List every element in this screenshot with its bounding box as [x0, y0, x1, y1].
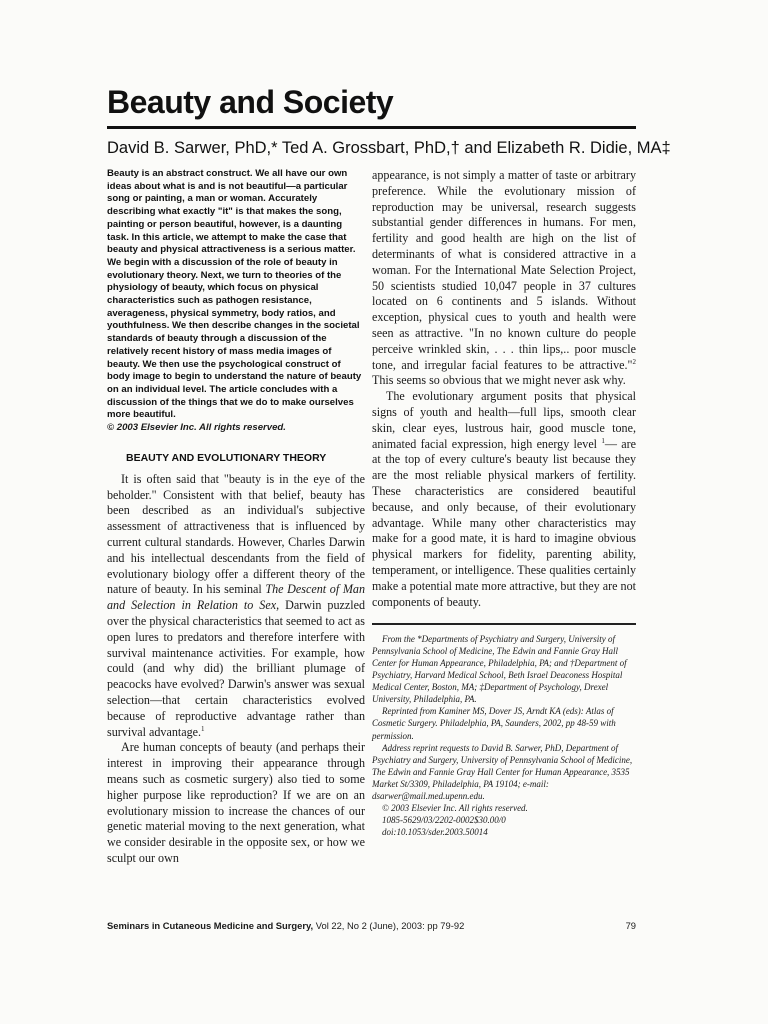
- article-title: Beauty and Society: [107, 84, 394, 120]
- page-footer: [107, 920, 636, 931]
- abstract-copyright: © 2003 Elsevier Inc. All rights reserved.: [107, 422, 286, 434]
- abstract: Beauty is an abstract construct. We all have our own ideas about what is and is not beautiful—a particular song or painting, a man or woman. Accurately describing what exactly "it" is that makes the song, painting or person beautiful, however, is a daunting task. In this article, we attempt to make the case that beauty and physical attractiveness is a serious matter. We begin with a discussion of the role of beauty in evolutionary theory. Next, we turn to theories of the physiology of beauty, which focus on physical characteristics such as pathogen resistance, averageness, physical symmetry, body ratios, and youthfulness. We then describe changes in the societal standards of beauty through a discussion of the relatively recent history of mass media images of beauty. We then use the psychological construct of body image to begin to understand the nature of beauty on an individual level. The article concludes with a discussion of the things that we do to make ourselves more beautiful.: [107, 168, 362, 421]
- body-paragraph: [372, 168, 636, 389]
- footnote-affiliations: From the *Departments of Psychiatry and Surgery, University of Pennsylvania School of Medicine, The Edwin and Fannie Gray Hall Center for Human Appearance, Philadelphia, PA; and †Department of Psychiatry, Harvard Medical School, Beth Israel Deaconess Hospital Medical Center, Boston, MA; ‡Department of Psychology, Drexel University, Philadelphia, PA.: [372, 633, 627, 705]
- journal-citation: Vol 22, No 2 (June), 2003: pp 79-92: [313, 920, 465, 931]
- text-run: It is often said that "beauty is in the eye of the beholder." Consistent with that belief, beauty has been described as an individual's subjective assessment of attractiveness that is influenced by current cultural standards. However, Charles Darwin and his intellectual descendants from the field of evolutionary biology offer a different theory of the nature of beauty. In his seminal: [107, 471, 365, 597]
- citation-ref: 1: [601, 436, 605, 445]
- author-list: David B. Sarwer, PhD,* Ted A. Grossbart, PhD,† and Elizabeth R. Didie, MA‡: [107, 139, 671, 157]
- footnote-doi: doi:10.1053/sder.2003.50014: [382, 827, 488, 838]
- citation-ref: 1: [201, 724, 205, 733]
- title-rule: [107, 126, 636, 129]
- citation-ref: 2: [632, 357, 636, 366]
- body-paragraph: [107, 472, 365, 741]
- text-run: appearance, is not simply a matter of taste or arbitrary preference. While the evolutionary mission of reproduction may be universal, research suggests substantial gender differences in humans. For men, fertility and good health are high on the list of determinants of what is considered attractive in a woman. For the International Mate Selection Project, 50 scientists studied 10,047 people in 37 cultures located on 6 continents and 5 islands. Without exception, physical cues to youth and health were seen as attractive. "In no known culture do people perceive wrinkled skin, . . . thin lips,.. poor muscle tone, and irregular facial features to be attractive.": [372, 168, 636, 372]
- right-column: [372, 168, 636, 838]
- footnote-copyright: © 2003 Elsevier Inc. All rights reserved.: [382, 803, 528, 814]
- body-paragraph: [372, 389, 636, 610]
- journal-name: Seminars in Cutaneous Medicine and Surgery,: [107, 920, 314, 931]
- page-number: 79: [625, 920, 636, 931]
- text-run: This seems so obvious that we might never ask why.: [372, 373, 626, 388]
- text-run: — are at the top of every culture's beauty list because they are the most reliable physical markers of fertility. These characteristics are considered beautiful because, and only because, of their evolutionary advantage. While many other characteristics may make for a good mate, it is hard to imagine obvious physical markers for fidelity, parenting ability, temperament, or intelligence. These qualities certainly make a potential mate more attractive, but they are not components of beauty.: [372, 436, 636, 609]
- section-heading: BEAUTY AND EVOLUTIONARY THEORY: [126, 451, 327, 464]
- text-run: Darwin puzzled over the physical characteristics that seemed to act as open lures to predators and therefore interfere with survival maintenance activities. For example, how could (and why did) the brilliant plumage of peacocks have evolved? Darwin's answer was sexual selection—that certain characteristics evolved because of reproductive advantage rather than survival advantage.: [107, 598, 365, 739]
- left-column: [107, 168, 365, 867]
- footnote-reprint: Reprinted from Kaminer MS, Dover JS, Arndt KA (eds): Atlas of Cosmetic Surgery. Philadelphia, PA, Saunders, 2002, pp 48-59 with permission.: [372, 706, 616, 741]
- footnote-issn: 1085-5629/03/2202-0002$30.00/0: [382, 815, 506, 826]
- body-paragraph: Are human concepts of beauty (and perhaps their interest in improving their appearance through means such as cosmetic surgery) also tied to some higher purpose like reproduction? If we are on an evolutionary mission to increase the chances of our genetic material moving to the next generation, what we consider desirable in the opposite sex, or how we sculpt our own: [107, 740, 365, 865]
- footnote-address: Address reprint requests to David B. Sarwer, PhD, Department of Psychiatry and Surgery, University of Pennsylvania School of Medicine, The Edwin and Fannie Gray Hall Center for Human Appearance, 3535 Market St/3309, Philadelphia, PA 19104; e-mail: dsarwer@mail.med.upenn.edu.: [372, 742, 633, 802]
- footnote-rule: [372, 623, 636, 625]
- italic-book-title: The Descent of Man and Selection in Relation to Sex,: [107, 582, 365, 613]
- text-run: The evolutionary argument posits that physical signs of youth and health—full lips, smooth clear skin, clear eyes, lustrous hair, good muscle tone, animated facial expression, high energy level: [372, 389, 636, 451]
